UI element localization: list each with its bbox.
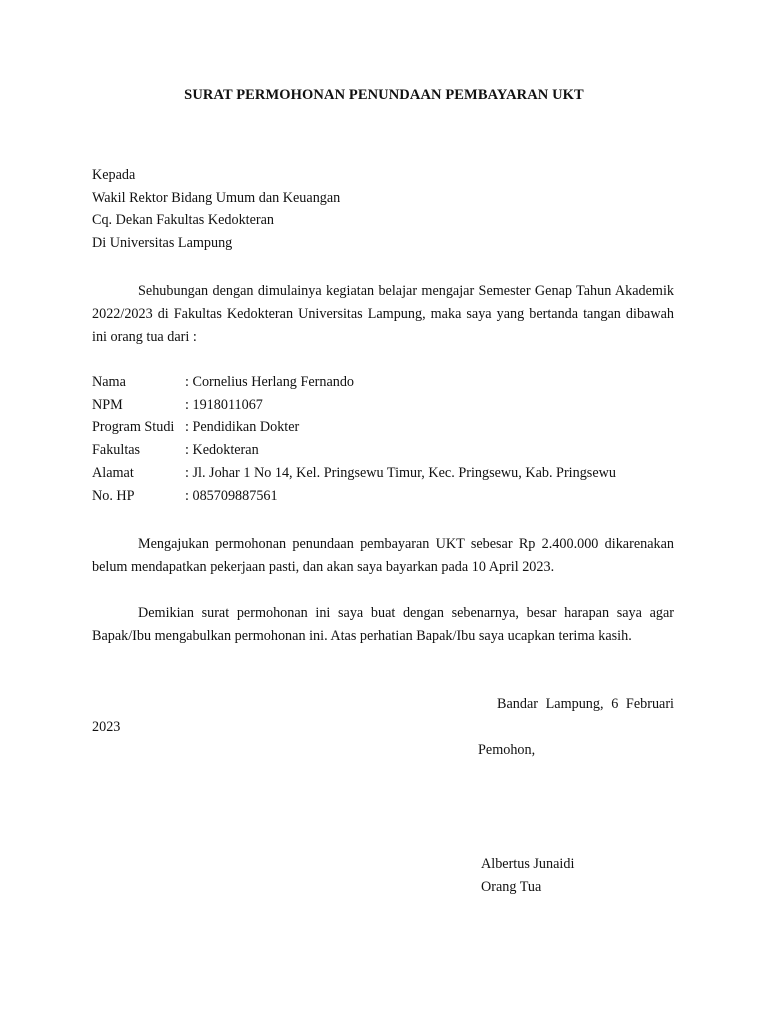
field-value: : Jl. Johar 1 No 14, Kel. Pringsewu Timur, Kec. Pringsewu, Kab. Pringsewu (185, 464, 616, 481)
field-label: Program Studi (92, 419, 175, 436)
field-row-program-studi (92, 416, 616, 439)
student-details (92, 371, 616, 507)
request-paragraph: Mengajukan permohonan penundaan pembayaran UKT sebesar Rp 2.400.000 dikarenakan belum mendapatkan pekerjaan pasti, dan akan saya bayarkan pada 10 April 2023. (92, 536, 674, 575)
field-row-no-hp (92, 485, 616, 508)
date-year: 2023 (92, 719, 121, 735)
field-value: : Cornelius Herlang Fernando (185, 374, 355, 390)
opening-paragraph: Sehubungan dengan dimulainya kegiatan belajar mengajar Semester Genap Tahun Akademik 2022/2023 di Fakultas Kedokteran Universitas Lampung, maka saya yang bertanda tangan dibawah ini orang tua dari : (92, 283, 674, 345)
signatory-name: Albertus Junaidi (481, 856, 575, 872)
field-row-nama (92, 371, 616, 394)
field-label: Fakultas (92, 442, 141, 459)
applicant-label: Pemohon, (478, 742, 536, 758)
field-value: : Pendidikan Dokter (185, 419, 300, 436)
field-row-alamat (92, 462, 616, 485)
recipient-line: Kepada (92, 167, 136, 183)
field-value: : Kedokteran (185, 442, 259, 459)
field-row-npm (92, 394, 616, 417)
field-value: : 1918011067 (185, 396, 263, 413)
closing-paragraph: Demikian surat permohonan ini saya buat dengan sebenarnya, besar harapan saya agar Bapak/Ibu mengabulkan permohonan ini. Atas perhatian Bapak/Ibu saya ucapkan terima kasih. (92, 605, 674, 644)
signatory-role: Orang Tua (481, 879, 542, 895)
letter-title: SURAT PERMOHONAN PENUNDAAN PEMBAYARAN UKT (184, 87, 584, 103)
field-label: Alamat (92, 464, 134, 481)
field-label: Nama (92, 374, 126, 390)
recipient-block (92, 164, 340, 255)
field-label: NPM (92, 396, 123, 413)
recipient-line: Di Universitas Lampung (92, 235, 233, 252)
place-date: Bandar Lampung, 6 Februari (497, 696, 674, 712)
field-row-fakultas (92, 439, 616, 462)
field-value: : 085709887561 (185, 487, 278, 504)
field-label: No. HP (92, 487, 135, 504)
recipient-line: Cq. Dekan Fakultas Kedokteran (92, 212, 275, 229)
recipient-line: Wakil Rektor Bidang Umum dan Keuangan (92, 189, 341, 206)
